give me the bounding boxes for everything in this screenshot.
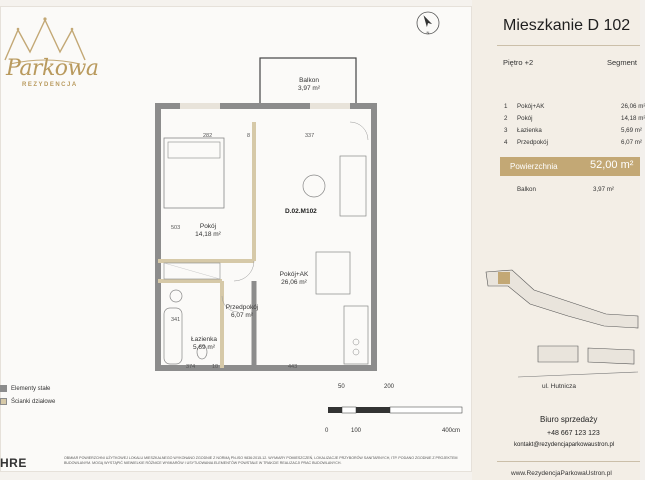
floor-label: Piętro +2 [503,58,534,67]
street-label: ul. Hutnicza [542,383,576,390]
sales-phone[interactable]: +48 667 123 123 [547,430,600,437]
dimension: 8 [247,133,251,139]
dimension: 374 [186,364,196,370]
compass-icon [415,10,441,36]
legend-swatch-fixed [0,385,7,392]
dimension: 341 [171,317,181,323]
website-link[interactable]: www.RezydencjaParkowaUstron.pl [511,470,612,477]
total-area-value: 52,00 m² [590,159,634,171]
legend [0,382,55,408]
sales-email[interactable]: kontakt@rezydencjaparkowaustron.pl [514,442,615,448]
room-label-przedpokoj: Przedpokój 6,07 m² [225,304,259,320]
legend-swatch-partition [0,398,7,405]
logo-script: Parkowa [6,56,99,81]
dimension: 443 [288,364,298,370]
room-label-pokoj-ak: Pokój+AK 26,06 m² [279,271,309,287]
divider [497,45,640,46]
room-label-lazienka: Łazienka 5,69 m² [190,336,218,352]
balcony-row: Balkon 3,97 m² [517,186,614,193]
developer-logo: HRE [0,456,27,470]
logo-subtitle: REZYDENCJA [22,82,78,88]
sales-office-title: Biuro sprzedaży [540,415,598,424]
scale-bar: 50 200 0 100 400cm [325,384,461,434]
site-map-highlight [498,272,510,284]
list-item: 2 Pokój 14,18 m² [504,115,645,122]
dimension: 10 [212,364,219,370]
room-label-pokoj: Pokój 14,18 m² [195,223,221,239]
divider [497,461,640,462]
floor-plan [150,56,380,376]
total-area-label: Powierzchnia [510,162,558,171]
summary-panel [472,0,645,480]
site-map [478,262,640,382]
list-item: 4 Przedpokój 6,07 m² [504,139,642,146]
disclaimer: OBMIAR POWIERZCHNI UŻYTKOWEJ LOKALU MIESZKALNEGO WYKONANO ZGODNIE Z NORMĄ PN-ISO 9836:2015-12. WYMIARY POMIESZCZEŃ, LOKALIZACJE PRZYBORÓW SANITARNYCH, ITP. PODANO ZGODNIE Z PROJEKTEM BUDOWLANYM. MOGĄ WYSTĄPIĆ NIEWIELKIE RÓŻNICE WYMIARÓW I USYTUOWANIA ELEMENTÓW POWSTAŁE W TRAKCIE REALIZACJI PRAC BUDOWLANYCH. [64,456,458,466]
dimension: 503 [171,225,181,231]
list-item: 3 Łazienka 5,69 m² [504,127,642,134]
legend-item-partition: Ścianki działowe [0,395,55,408]
svg-text:N: N [426,30,430,35]
dimension: 337 [305,133,315,139]
dimension: 282 [203,133,213,139]
room-label-balkon: Balkon 3,97 m² [297,77,321,93]
apartment-code: D.02.M102 [285,208,317,215]
list-item: 1 Pokój+AK 26,06 m² [504,103,645,110]
legend-item-fixed: Elementy stałe [0,382,55,395]
room-list [503,101,645,149]
segment-label: Segment [607,58,638,67]
page-title: Mieszkanie D 102 [503,17,631,34]
